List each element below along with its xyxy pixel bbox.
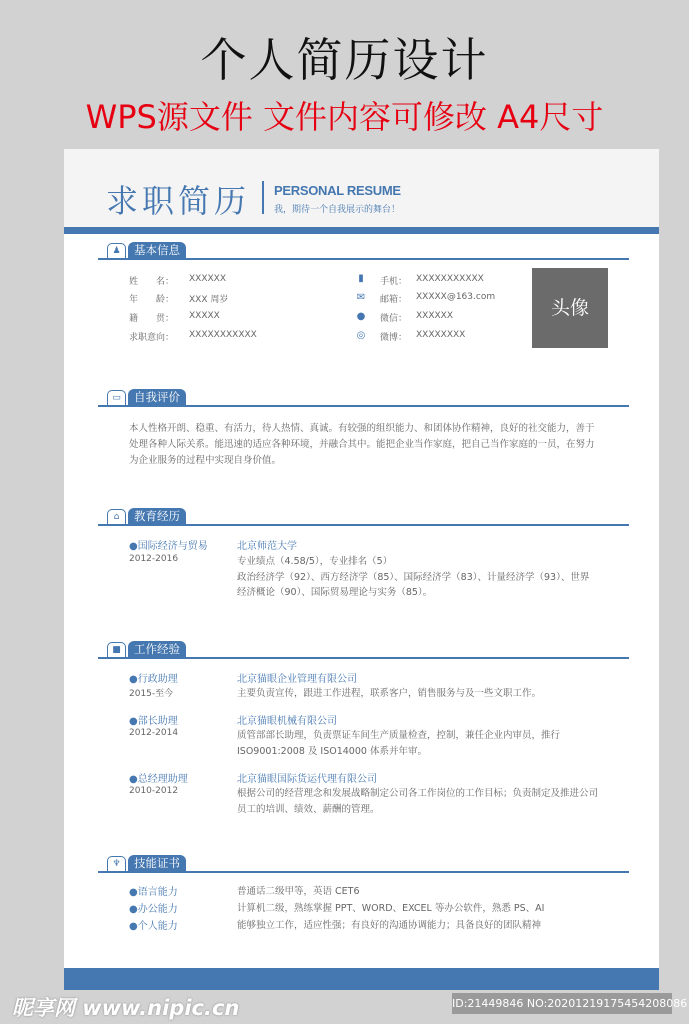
skill-name: ●办公能力 bbox=[129, 904, 178, 915]
avatar-photo: 头像 bbox=[532, 268, 608, 348]
header-bar bbox=[64, 227, 659, 234]
skill-desc: 能够独立工作，适应性强；有良好的沟通协调能力；具备良好的团队精神 bbox=[237, 920, 542, 931]
watermark-id: ID:21449846 NO:20201219175454208086 bbox=[452, 993, 672, 1014]
section-divider bbox=[98, 258, 629, 260]
edu-major: ●国际经济与贸易 bbox=[129, 541, 208, 552]
contact-value: XXXXXXXX bbox=[416, 330, 466, 340]
contact-label: 邮箱： bbox=[380, 295, 408, 305]
section-work-heading: 工作经验 bbox=[128, 641, 186, 658]
banner-title: 个人简历设计 bbox=[200, 33, 489, 87]
work-period: 2010-2012 bbox=[129, 786, 179, 796]
edu-period: 2012-2016 bbox=[129, 554, 179, 564]
work-detail-line: 主要负责宣传，跟进工作进程，联系客户，销售服务与及一些文职工作。 bbox=[237, 688, 542, 699]
header-divider bbox=[262, 181, 264, 214]
skill-name: ●个人能力 bbox=[129, 921, 178, 932]
work-role: ●总经理助理 bbox=[129, 774, 188, 785]
graduation-cap-icon: ⌂ bbox=[107, 509, 126, 525]
user-icon: ♟ bbox=[107, 243, 126, 259]
weibo-icon: ◎ bbox=[356, 330, 366, 341]
info-label: 姓 名： bbox=[129, 277, 175, 287]
self-eval-line: 为企业服务的过程中实现自身价值。 bbox=[129, 455, 282, 466]
work-company: 北京猫眼企业管理有限公司 bbox=[237, 674, 357, 685]
self-eval-line: 本人性格开朗、稳重、有活力，待人热情、真诚。有较强的组织能力、和团体协作精神，良好的社交能力，善于 bbox=[129, 423, 595, 434]
phone-icon: ▮ bbox=[358, 273, 364, 284]
watermark-site: 昵享网 www.nipic.cn bbox=[12, 996, 240, 1020]
work-period: 2015-至今 bbox=[129, 689, 174, 699]
info-value: XXXXXX bbox=[189, 274, 226, 284]
work-detail-line: 根据公司的经营理念和发展战略制定公司各工作岗位的工作目标；负责制定及推进公司 bbox=[237, 788, 599, 799]
skill-name: ●语言能力 bbox=[129, 887, 178, 898]
contact-value: XXXXX@163.com bbox=[416, 292, 496, 302]
wechat-icon: ● bbox=[356, 311, 366, 322]
banner-subtitle: WPS源文件 文件内容可修改 A4尺寸 bbox=[85, 98, 604, 136]
section-divider bbox=[98, 524, 629, 526]
skill-desc: 计算机二级，熟练掌握 PPT、WORD、EXCEL 等办公软件，熟悉 PS、AI bbox=[237, 903, 545, 914]
section-divider bbox=[98, 871, 629, 873]
section-basic-heading: 基本信息 bbox=[128, 242, 186, 259]
contact-label: 微信： bbox=[380, 314, 408, 324]
edu-school: 北京师范大学 bbox=[237, 541, 297, 552]
section-skills-heading: 技能证书 bbox=[128, 855, 186, 872]
contact-value: XXXXXXXXXXX bbox=[416, 274, 484, 284]
info-value: XXXXXXXXXXX bbox=[189, 330, 257, 340]
info-label: 求职意向： bbox=[129, 333, 175, 343]
work-detail-line: 员工的培训、绩效、薪酬的管理。 bbox=[237, 804, 380, 815]
skill-desc: 普通话二级甲等，英语 CET6 bbox=[237, 886, 360, 897]
contact-label: 微博： bbox=[380, 333, 408, 343]
section-divider bbox=[98, 405, 629, 407]
contact-label: 手机： bbox=[380, 277, 408, 287]
section-divider bbox=[98, 657, 629, 659]
info-label: 年 龄： bbox=[129, 295, 175, 305]
info-label: 籍 贯： bbox=[129, 314, 175, 324]
section-edu-heading: 教育经历 bbox=[128, 508, 186, 525]
edu-detail-line: 政治经济学（92）、西方经济学（85）、国际经济学（83）、计量经济学（93）、世界 bbox=[237, 572, 590, 583]
resume-logo: 求职简历 bbox=[106, 182, 251, 220]
work-company: 北京猫眼机械有限公司 bbox=[237, 716, 337, 727]
work-company: 北京猫眼国际货运代理有限公司 bbox=[237, 774, 377, 785]
work-detail-line: 质管部部长助理，负责票证车间生产质量检查，控制，兼任企业内审员，推行 bbox=[237, 730, 561, 741]
info-value: XXX 周岁 bbox=[189, 295, 229, 305]
trophy-icon: ♆ bbox=[107, 856, 126, 872]
comment-icon: ▭ bbox=[107, 390, 126, 406]
slogan: 我，期待一个自我展示的舞台！ bbox=[274, 205, 401, 215]
self-eval-line: 处理各种人际关系。能迅速的适应各种环境，并融合其中。能把企业当作家庭，把自己当作家庭的一员，在努力 bbox=[129, 439, 595, 450]
mail-icon: ✉ bbox=[356, 292, 366, 303]
footer-bar bbox=[64, 968, 659, 990]
edu-detail-line: 经济概论（90）、国际贸易理论与实务（85）。 bbox=[237, 587, 433, 598]
work-detail-line: ISO9001:2008 及 ISO14000 体系并年审。 bbox=[237, 746, 427, 757]
section-self-heading: 自我评价 bbox=[128, 389, 186, 406]
briefcase-icon: ■ bbox=[107, 642, 126, 658]
edu-detail-line: 专业绩点（4.58/5），专业排名（5） bbox=[237, 556, 393, 567]
work-period: 2012-2014 bbox=[129, 728, 179, 738]
info-value: XXXXX bbox=[189, 311, 220, 321]
work-role: ●行政助理 bbox=[129, 674, 178, 685]
contact-value: XXXXXX bbox=[416, 311, 453, 321]
english-title: PERSONAL RESUME bbox=[274, 183, 401, 198]
work-role: ●部长助理 bbox=[129, 716, 178, 727]
